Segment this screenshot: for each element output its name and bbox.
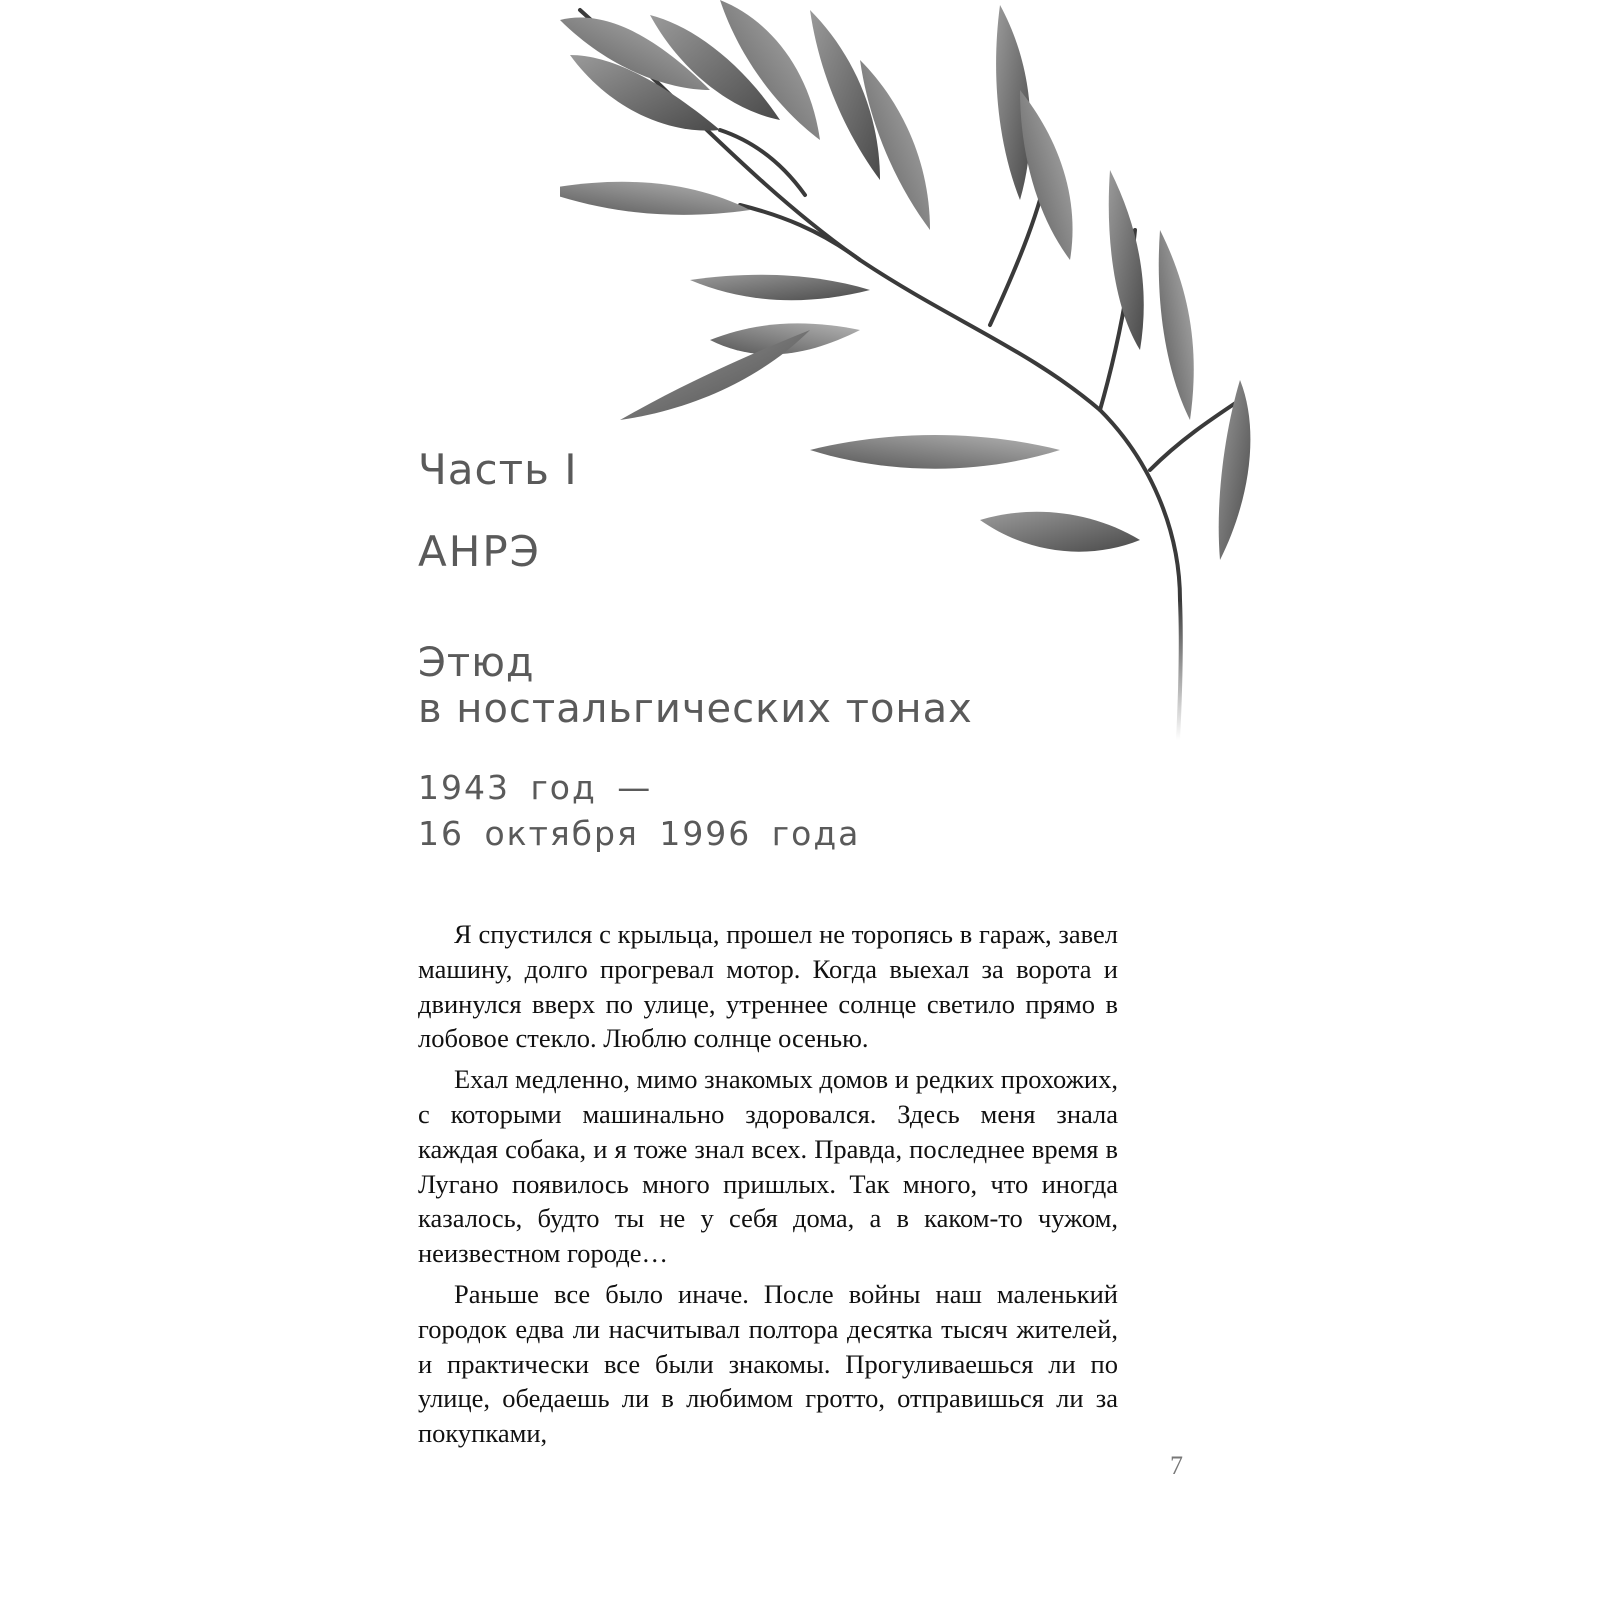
chapter-dates xyxy=(418,765,860,857)
body-text xyxy=(418,917,1118,1457)
paragraph: Я спустился с крыльца, прошел не торопясь в гараж, завел машину, долго прогревал мотор. Когда выехал за ворота и двинулся вверх по улице, утреннее солнце светило прямо в лобовое стекло. Люблю солнце осенью. xyxy=(418,919,1118,1054)
paragraph: Ехал медленно, мимо знакомых домов и редких прохожих, с которыми машинально здоровался. Здесь меня знала каждая собака, и я тоже знал всех. Правда, последнее время в Лугано появилось много пришлых. Так много, что иногда казалось, будто ты не у себя дома, а в каком-то чужом, неизвестном городе… xyxy=(418,1064,1118,1269)
part-name: АНРЭ xyxy=(418,527,541,576)
part-title: Часть I xyxy=(418,445,578,494)
chapter-title-line-1: Этюд xyxy=(418,640,535,686)
chapter-dates-line-2: 16 октября 1996 года xyxy=(418,814,861,853)
page-number: 7 xyxy=(1170,1451,1183,1480)
chapter-title xyxy=(418,640,973,732)
chapter-title-line-2: в ностальгических тонах xyxy=(418,686,973,732)
chapter-dates-line-1: 1943 год — xyxy=(418,768,653,807)
paragraph: Раньше все было иначе. После войны наш маленький городок едва ли насчитывал полтора десятка тысяч жителей, и практически все были знакомы. Прогуливаешься ли по улице, обедаешь ли в любимом гротто, отправишься ли за покупками, xyxy=(418,1278,1118,1449)
